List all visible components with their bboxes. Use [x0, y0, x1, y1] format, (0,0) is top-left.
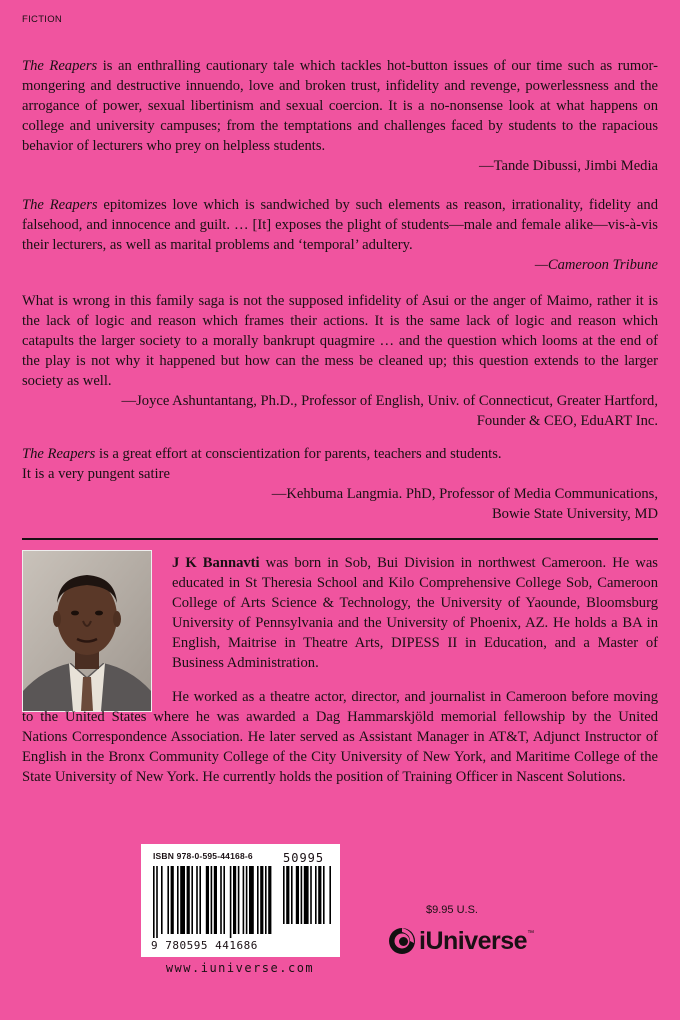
barcode-supplement-bar — [329, 866, 331, 924]
book-title: The Reapers — [22, 446, 96, 462]
review-text: epitomizes love which is sandwiched by such elements as reason, irrationality, fidelity and falsehood, and innocence and guilt. … [It] exposes the plight of students—male and female alike—vis-à-vis their lecturers, as well as marital problems and ‘temporal’ adultery. — [22, 197, 658, 253]
barcode-supplement-bar — [291, 866, 293, 924]
review-text-line1: is a great effort at conscientization for parents, teachers and students. — [95, 446, 502, 462]
review-4 — [22, 444, 658, 524]
barcode-bars-icon — [151, 866, 333, 938]
review-text: is an enthralling cautionary tale which tackles hot-button issues of our time such as rumor-mongering and destructive innuendo, love and broken trust, infidelity and revenge, powerlessness and the arrogance of power, sexual libertinism and sexual coercion. It is a no-nonsense look at what happens on college and university campuses; from the temptations and challenges faced by students to the rapacious behavior of lecturers who prey on helpless students. — [22, 58, 658, 154]
barcode-bar — [214, 866, 217, 934]
review-attribution: —Cameroon Tribune — [534, 257, 658, 273]
section-divider — [22, 538, 658, 540]
review-2 — [22, 195, 658, 275]
isbn-barcode — [141, 844, 340, 957]
barcode-bar — [153, 866, 155, 938]
barcode-bar — [177, 866, 179, 934]
book-title: The Reapers — [22, 58, 98, 74]
author-bio-1 — [172, 553, 658, 673]
barcode-bar — [233, 866, 236, 934]
barcode-bar — [187, 866, 190, 934]
barcode-bar — [268, 866, 271, 934]
trademark-symbol: ™ — [527, 930, 535, 937]
review-attribution-line2: Founder & CEO, EduART Inc. — [476, 413, 658, 429]
barcode-bar — [191, 866, 193, 934]
barcode-supplement-digits: 50995 — [283, 851, 325, 865]
publisher-logo — [388, 924, 534, 958]
barcode-bar — [206, 866, 209, 934]
review-3 — [22, 291, 658, 431]
barcode-bar — [220, 866, 222, 934]
publisher-website: www.iuniverse.com — [165, 961, 315, 975]
barcode-bar — [257, 866, 259, 934]
barcode-bar — [265, 866, 267, 934]
author-bio-2 — [22, 687, 658, 787]
review-attribution-line2: Bowie State University, MD — [491, 506, 658, 522]
price-label: $9.95 U.S. — [426, 904, 478, 916]
barcode-supplement-bar — [283, 866, 285, 924]
barcode-bar — [161, 866, 163, 934]
review-text-line2: It is a very pungent satire — [22, 466, 170, 482]
iuniverse-swirl-icon — [388, 927, 416, 955]
barcode-supplement-bar — [304, 866, 309, 924]
review-attribution-line1: —Joyce Ashuntantang, Ph.D., Professor of English, Univ. of Connecticut, Greater Hartford, — [121, 393, 658, 409]
barcode-bar — [156, 866, 158, 938]
genre-label: FICTION — [22, 14, 63, 25]
author-bio-text: was born in Sob, Bui Division in northwest Cameroon. He was educated in St Theresia School and Kilo Comprehensive College Sob, Cameroon College of Arts Science & Technology, the University of Yaounde, Bloomsburg University of Pennsylvania and the University of Phoenix, AZ. He holds a BA in English, Maitrise in Theatre Arts, DIPESS II in Education, and a Master of Business Administration. — [172, 555, 658, 671]
barcode-bar — [167, 866, 169, 934]
barcode-supplement-bar — [323, 866, 325, 924]
barcode-bar — [243, 866, 245, 934]
barcode-supplement-bar — [315, 866, 317, 924]
review-attribution-line1: —Kehbuma Langmia. PhD, Professor of Media Communications, — [271, 486, 658, 502]
barcode-ean-digits: 9 780595 441686 — [151, 939, 258, 952]
barcode-bar — [260, 866, 263, 934]
review-text: What is wrong in this family saga is not the supposed infidelity of Asui or the anger of Maimo, rather it is the lack of logic and reason which frames their actions. It is the same lack of logic and reason which catapults the larger society to a morally bankrupt quagmire … and the question which looms at the end of the play is not why it happened but how can the mess be cleaned up; this question extends to the larger society as well. — [22, 293, 658, 389]
barcode-bar — [171, 866, 174, 934]
author-bio-text-2: He worked as a theatre actor, director, and journalist in Cameroon before moving to the United States where he was awarded a Dag Hammarskjöld memorial fellowship by the United Nations Correspondence Association. He later served as Assistant Manager in AT&T, Adjunct Instructor of English in the Bronx Community College of the City University of New York, and Maritime College of the State University of New York. He currently holds the position of Training Officer in Nascent Solutions. — [22, 689, 658, 785]
barcode-bar — [249, 866, 254, 934]
barcode-bar — [223, 866, 225, 934]
barcode-supplement-bar — [286, 866, 289, 924]
author-name: J K Bannavti — [172, 555, 260, 571]
barcode-bar — [180, 866, 185, 934]
isbn-number: ISBN 978-0-595-44168-6 — [153, 851, 253, 861]
barcode-bar — [199, 866, 201, 934]
book-title: The Reapers — [22, 197, 98, 213]
barcode-bar — [238, 866, 240, 934]
barcode-supplement-bar — [310, 866, 312, 924]
publisher-name: iUniverse — [419, 926, 528, 955]
review-attribution: —Tande Dibussi, Jimbi Media — [479, 158, 658, 174]
barcode-bar — [196, 866, 198, 934]
barcode-bar — [246, 866, 248, 934]
review-1 — [22, 56, 658, 176]
barcode-bar — [211, 866, 213, 934]
barcode-supplement-bar — [318, 866, 321, 924]
barcode-bar — [230, 866, 232, 938]
barcode-supplement-bar — [301, 866, 303, 924]
barcode-supplement-bar — [296, 866, 299, 924]
